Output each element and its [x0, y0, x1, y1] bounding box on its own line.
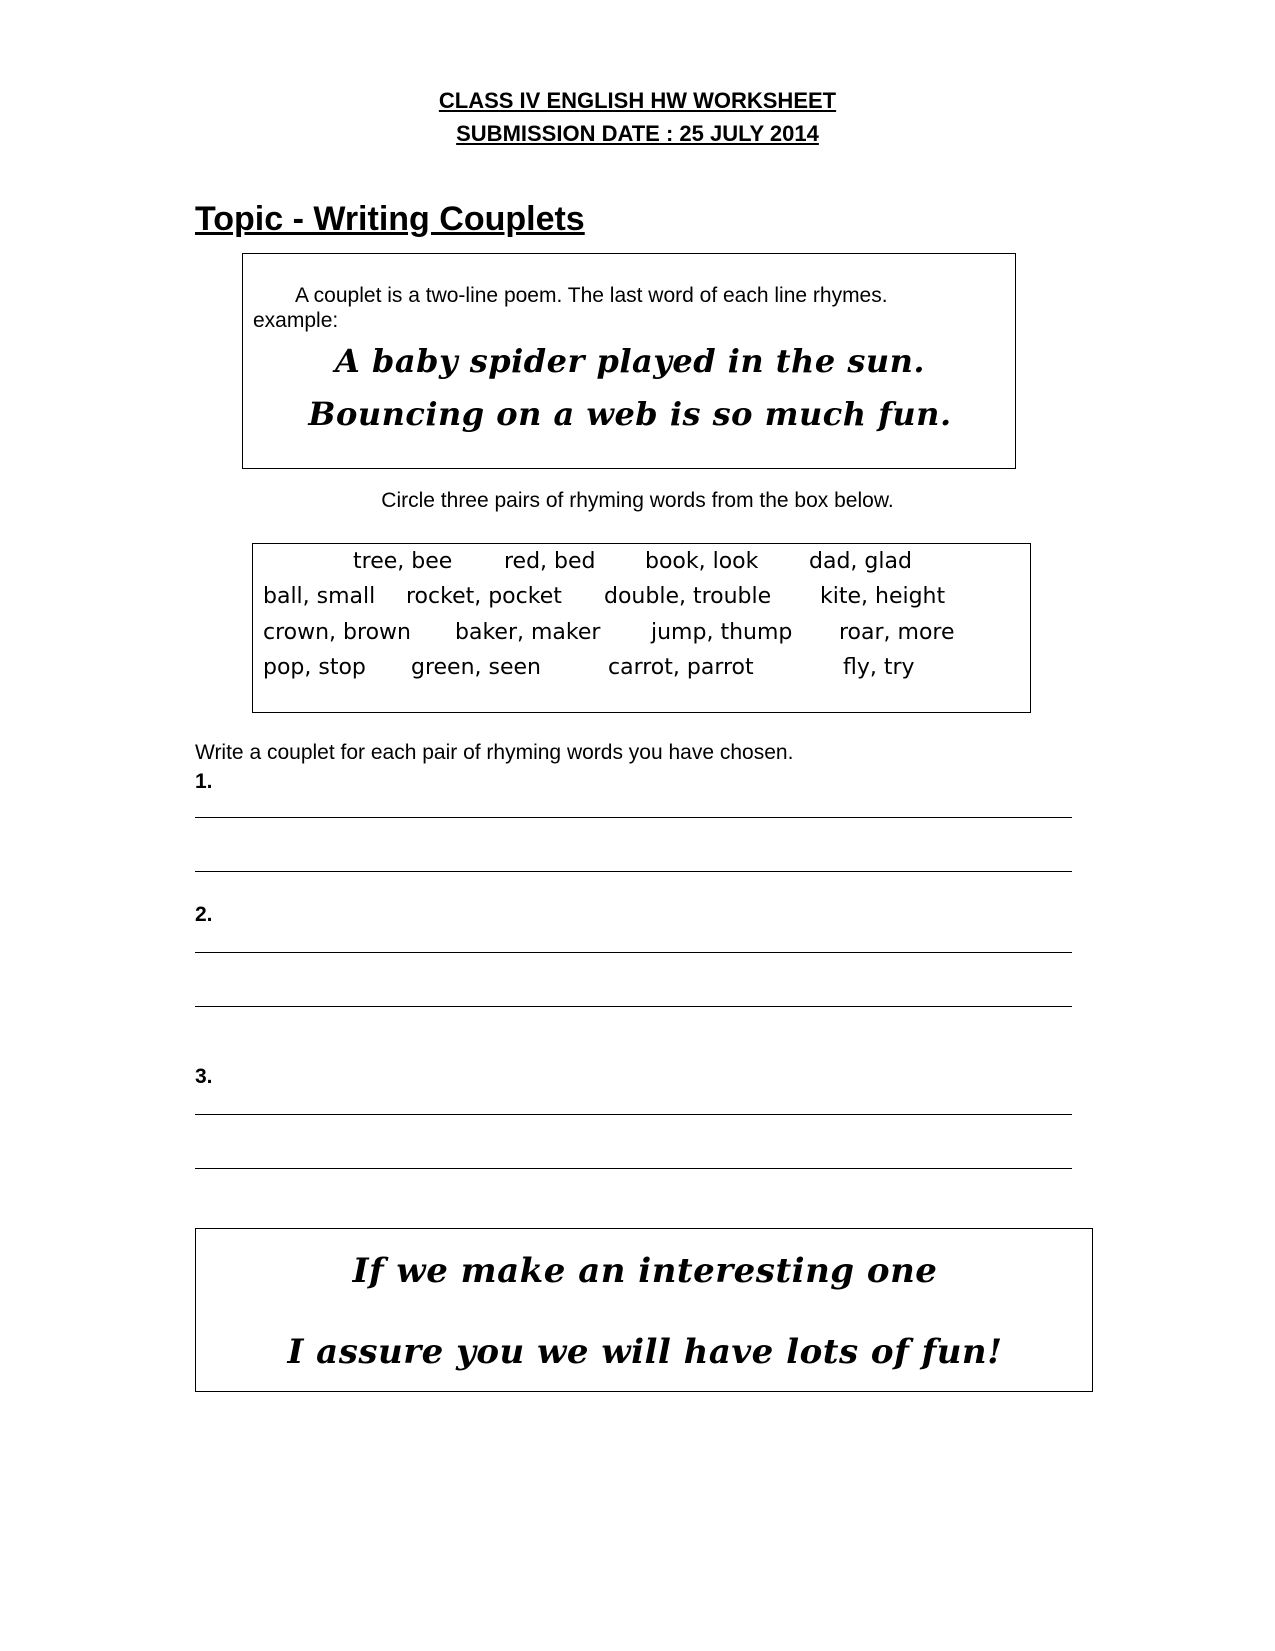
word-pair[interactable]: carrot, parrot	[608, 655, 754, 680]
definition-box	[242, 253, 1016, 469]
circle-instruction: Circle three pairs of rhyming words from the box below.	[381, 489, 894, 512]
worksheet-title: CLASS IV ENGLISH HW WORKSHEET	[438, 88, 837, 113]
item-number-2: 2.	[195, 903, 213, 926]
closing-box	[195, 1228, 1093, 1392]
word-pair[interactable]: jump, thump	[651, 620, 793, 645]
word-pair[interactable]: tree, bee	[353, 549, 453, 574]
topic-heading: Topic - Writing Couplets	[195, 200, 585, 238]
closing-line-2: I assure you we will have lots of fun!	[287, 1332, 1003, 1372]
answer-line[interactable]	[195, 1114, 1072, 1115]
definition-text: A couplet is a two-line poem. The last word of each line rhymes.	[295, 284, 888, 307]
word-pair[interactable]: baker, maker	[455, 620, 601, 645]
word-pair[interactable]: dad, glad	[809, 549, 912, 574]
word-pair[interactable]: crown, brown	[263, 620, 411, 645]
example-label: example:	[253, 309, 339, 332]
answer-line[interactable]	[195, 871, 1072, 872]
closing-line-1: If we make an interesting one	[352, 1251, 938, 1291]
word-pair[interactable]: ball, small	[263, 584, 376, 609]
example-line-2: Bouncing on a web is so much fun.	[308, 395, 952, 433]
word-pair[interactable]: green, seen	[411, 655, 542, 680]
word-pair[interactable]: book, look	[645, 549, 759, 574]
word-pair[interactable]: pop, stop	[263, 655, 366, 680]
example-line-1: A baby spider played in the sun.	[335, 342, 925, 380]
word-pair[interactable]: double, trouble	[604, 584, 772, 609]
item-number-3: 3.	[195, 1065, 213, 1088]
answer-line[interactable]	[195, 817, 1072, 818]
write-instruction: Write a couplet for each pair of rhyming words you have chosen.	[195, 741, 794, 764]
word-pair[interactable]: red, bed	[504, 549, 596, 574]
word-pair[interactable]: roar, more	[839, 620, 955, 645]
answer-line[interactable]	[195, 1006, 1072, 1007]
word-pair[interactable]: fly, try	[843, 655, 915, 680]
submission-date: SUBMISSION DATE : 25 JULY 2014	[456, 121, 819, 146]
answer-line[interactable]	[195, 952, 1072, 953]
rhyming-words-box	[252, 543, 1031, 713]
item-number-1: 1.	[195, 770, 213, 793]
word-pair[interactable]: rocket, pocket	[406, 584, 562, 609]
word-pair[interactable]: kite, height	[820, 584, 946, 609]
answer-line[interactable]	[195, 1168, 1072, 1169]
